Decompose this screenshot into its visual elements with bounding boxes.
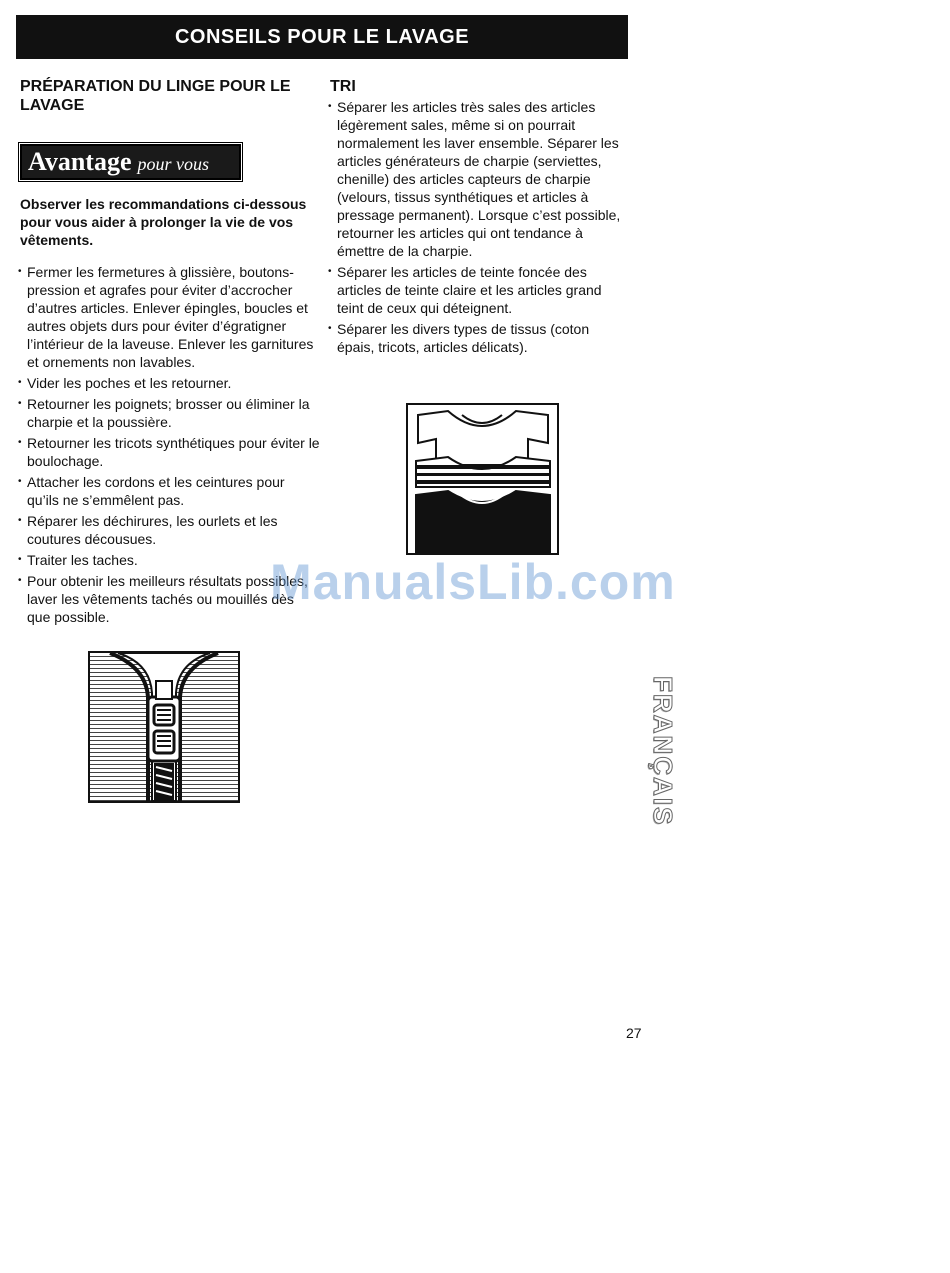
list-item: • Retourner les tricots synthétiques pour éviter le boulochage. xyxy=(20,434,320,470)
list-item: • Séparer les articles très sales des articles légèrement sales, même si on pourrait normalement les laver ensemble. Séparer les articles générateurs de charpie (serviettes, chenille) des articles capteurs de charpie (velours, tissus synthétiques et articles à pressage permanent). Lorsque c’est possible, retourner les articles qui ont tendance à émettre de la charpie. xyxy=(330,98,630,260)
zipper-illustration xyxy=(88,651,240,803)
list-item: • Fermer les fermetures à glissière, boutons-pression et agrafes pour éviter d’accrocher d’autres articles. Enlever épingles, boucles et autres objets durs pour éviter d’égratigner l’intérieur de la laveuse. Enlever les garnitures et ornements non lavables. xyxy=(20,263,320,371)
list-item: • Pour obtenir les meilleurs résultats possibles, laver les vêtements tachés ou mouillés dès que possible. xyxy=(20,572,320,626)
badge-main-text: Avantage xyxy=(28,147,132,176)
list-item: • Vider les poches et les retourner. xyxy=(20,374,320,392)
left-column xyxy=(20,77,320,629)
sorted-shirts-illustration xyxy=(406,403,559,555)
section-title-preparation: PRÉPARATION DU LINGE POUR LE LAVAGE xyxy=(20,78,291,114)
list-item: • Séparer les divers types de tissus (coton épais, tricots, articles délicats). xyxy=(330,320,630,356)
list-item: • Séparer les articles de teinte foncée des articles de teinte claire et les articles grand teint de ceux qui déteignent. xyxy=(330,263,630,317)
list-item: • Traiter les taches. xyxy=(20,551,320,569)
right-column xyxy=(330,77,630,359)
list-item: • Réparer les déchirures, les ourlets et les coutures décousues. xyxy=(20,512,320,548)
avantage-badge xyxy=(20,144,241,180)
page-title: CONSEILS POUR LE LAVAGE xyxy=(174,25,470,48)
section-title-tri: TRI xyxy=(330,78,356,95)
intro-paragraph: Observer les recommandations ci-dessous pour vous aider à prolonger la vie de vos vêtements. xyxy=(20,196,307,248)
badge-sub-text: pour vous xyxy=(137,154,210,174)
tri-list xyxy=(330,98,630,356)
page-number: 27 xyxy=(626,1025,642,1041)
page-header xyxy=(16,15,628,59)
list-item: • Retourner les poignets; brosser ou éliminer la charpie et la poussière. xyxy=(20,395,320,431)
zipper-icon xyxy=(90,653,238,801)
list-item: • Attacher les cordons et les ceintures pour qu’ils ne s’emmêlent pas. xyxy=(20,473,320,509)
watermark: ManualsLib.com xyxy=(270,554,676,610)
stacked-shirts-icon xyxy=(408,405,557,553)
language-side-label: FRANÇAIS xyxy=(648,676,678,827)
